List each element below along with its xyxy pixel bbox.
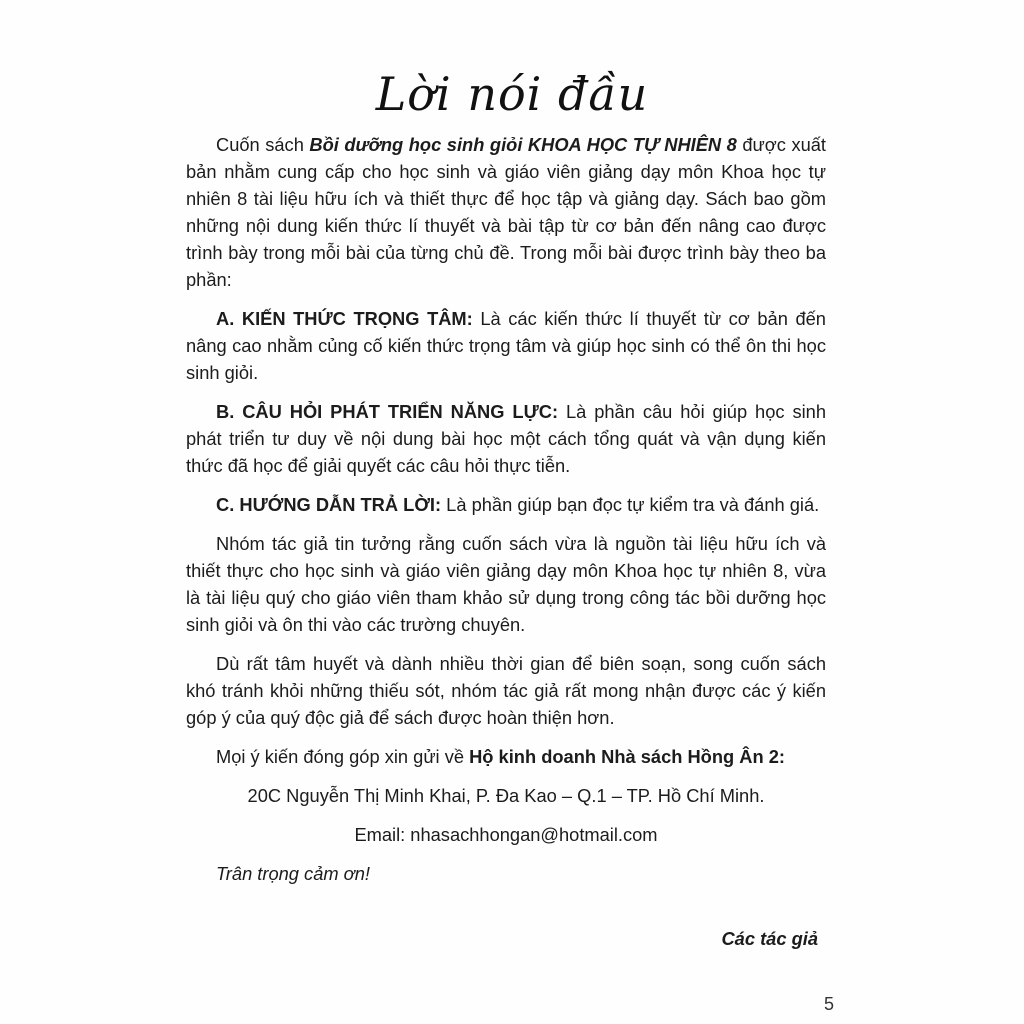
preface-body — [186, 131, 826, 899]
section-c-label: C. HƯỚNG DẪN TRẢ LỜI: — [216, 494, 442, 515]
intro-text: được xuất bản nhằm cung cấp cho học sinh và giáo viên giảng dạy môn Khoa học tự nhiên 8 tài liệu hữu ích và thiết thực để học tập và giảng dạy. Sách bao gồm những nội dung kiến thức lí thuyết và bài tập từ cơ bản đến nâng cao được trình bày trong mỗi bài của từng chủ đề. Trong mỗi bài được trình bày theo ba phần: — [186, 134, 827, 290]
feedback-paragraph: Dù rất tâm huyết và dành nhiều thời gian để biên soạn, song cuốn sách khó tránh khỏi những thiếu sót, nhóm tác giả rất mong nhận được các ý kiến góp ý của quý độc giả để sách được hoàn thiện hơn. — [186, 653, 826, 728]
section-c-text: Là phần giúp bạn đọc tự kiểm tra và đánh giá. — [441, 494, 820, 515]
page-heading: Lời nói đầu — [375, 67, 649, 121]
section-b-text: Là phần câu hỏi giúp học sinh phát triển tư duy về nội dung bài học một cách tổng quát và vận dụng kiến thức đã học để giải quyết các câu hỏi thực tiễn. — [186, 401, 826, 476]
closing-line: Trân trọng cảm ơn! — [216, 863, 370, 884]
section-c — [186, 491, 826, 518]
publisher-name: Hộ kinh doanh Nhà sách Hồng Ân 2: — [469, 746, 785, 767]
contact-email: Email: nhasachhongan@hotmail.com — [354, 824, 658, 845]
section-b-label: B. CÂU HỎI PHÁT TRIỂN NĂNG LỰC: — [216, 401, 559, 422]
section-a-text: Là các kiến thức lí thuyết từ cơ bản đến nâng cao nhằm củng cố kiến thức trọng tâm và giúp học sinh có thể ôn thi học sinh giỏi. — [186, 308, 826, 383]
trust-paragraph: Nhóm tác giả tin tưởng rằng cuốn sách vừa là nguồn tài liệu hữu ích và thiết thực cho học sinh và giáo viên giảng dạy môn Khoa học tự nhiên 8, vừa là tài liệu quý cho giáo viên tham khảo sử dụng trong công tác bồi dưỡng học sinh giỏi và ôn thi vào các trường chuyên. — [186, 533, 826, 635]
contact-paragraph — [186, 743, 826, 770]
contact-lead: Mọi ý kiến đóng góp xin gửi về — [216, 746, 470, 767]
book-title: Bồi dưỡng học sinh giỏi KHOA HỌC TỰ NHIÊN 8 — [309, 134, 737, 155]
intro-lead: Cuốn sách — [216, 134, 310, 155]
section-a — [186, 305, 826, 386]
page-number: 5 — [823, 994, 834, 1014]
signature: Các tác giả — [721, 928, 818, 949]
section-a-label: A. KIẾN THỨC TRỌNG TÂM: — [216, 308, 473, 329]
intro-paragraph — [186, 131, 826, 293]
section-b — [186, 398, 826, 479]
contact-address: 20C Nguyễn Thị Minh Khai, P. Đa Kao – Q.1 – TP. Hồ Chí Minh. — [247, 785, 765, 806]
